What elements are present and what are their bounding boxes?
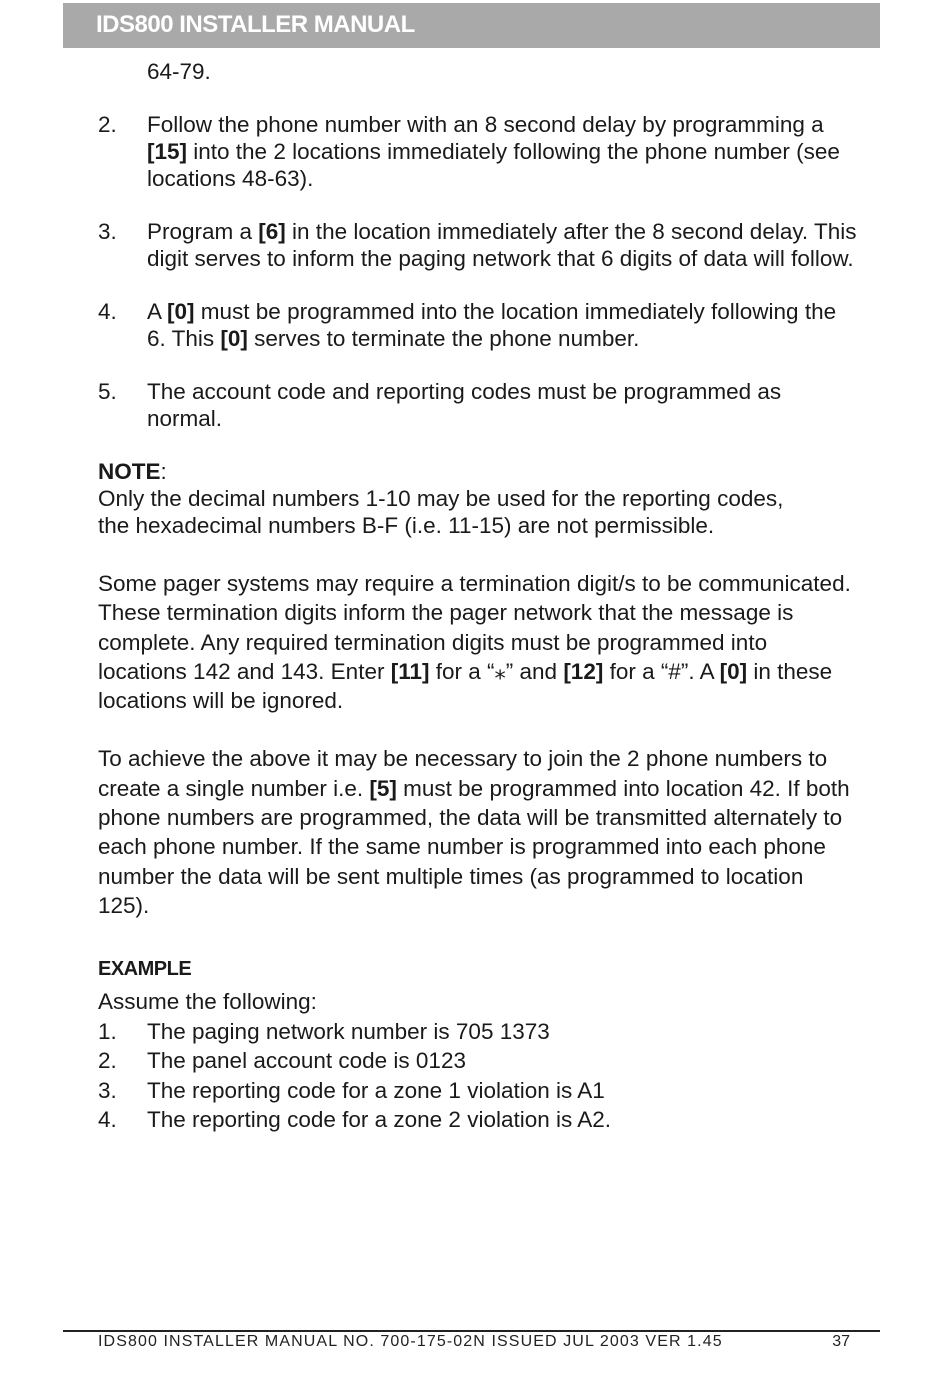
text-run: Program a	[147, 219, 259, 244]
text-run: Some pager systems may require a termination digit/s to be communicated. These termination digits inform the pager network that the message is complete. Any required termination digits must be programmed into locations 142 and 143. Enter	[98, 571, 851, 684]
page-header-bar	[63, 3, 880, 48]
step-item	[98, 218, 858, 272]
page-content	[98, 58, 858, 1135]
example-list	[98, 1017, 858, 1135]
step-number: 5.	[98, 379, 117, 404]
step-item	[98, 378, 858, 432]
bold-value: [5]	[369, 775, 397, 801]
bold-value: [0]	[719, 658, 748, 684]
example-item	[98, 1105, 858, 1135]
step-item	[98, 111, 858, 192]
termination-paragraph	[98, 569, 858, 715]
numbered-steps	[98, 111, 858, 432]
bold-value: [12]	[563, 658, 604, 684]
example-item-text: The paging network number is 705 1373	[147, 1018, 550, 1044]
example-item-number: 1.	[98, 1018, 117, 1044]
bold-value: [15]	[147, 139, 188, 164]
example-item-text: The reporting code for a zone 1 violation is A1	[147, 1077, 605, 1103]
note-line-1: Only the decimal numbers 1-10 may be used for the reporting codes,	[98, 486, 784, 511]
example-item-text: The panel account code is 0123	[147, 1048, 466, 1074]
text-run: in the location immediately after the 8 second delay. This digit serves to inform the paging network that 6 digits of data will follow.	[147, 219, 857, 271]
step-item	[98, 298, 858, 352]
bold-value: [0]	[167, 299, 195, 324]
example-item-number: 3.	[98, 1077, 117, 1103]
note-block	[98, 458, 858, 539]
example-item	[98, 1046, 858, 1076]
page-footer	[98, 1333, 850, 1351]
text-run: must be programmed into location 42. If both phone numbers are programmed, the data will be transmitted alternately to each phone number. If the same number is programmed into each phone number the data will be sent multiple times (as programmed to location 125).	[98, 775, 850, 918]
step-number: 3.	[98, 219, 117, 244]
footer-text: IDS800 INSTALLER MANUAL NO. 700-175-02N ISSUED JUL 2003 VER 1.45	[98, 1333, 723, 1350]
note-line-2: the hexadecimal numbers B-F (i.e. 11-15) are not permissible.	[98, 513, 715, 538]
join-numbers-paragraph	[98, 744, 858, 920]
header-title: IDS800 INSTALLER MANUAL	[96, 11, 415, 38]
note-colon: :	[160, 459, 167, 484]
text-run: for a “#”. A	[603, 658, 720, 684]
step-text	[147, 299, 836, 351]
text-run: into the 2 locations immediately following the phone number (see locations 48-63).	[147, 139, 840, 191]
text-run: for a “⁎” and	[429, 658, 564, 684]
step-number: 2.	[98, 112, 117, 137]
step-text	[147, 112, 840, 191]
example-item-number: 4.	[98, 1107, 117, 1133]
text-run: To achieve the above it may be necessary to join the 2 phone numbers to create a single number i.e.	[98, 746, 828, 801]
footer-rule	[63, 1330, 880, 1332]
text-run: in these locations will be ignored.	[98, 658, 833, 714]
example-item-number: 2.	[98, 1048, 117, 1074]
example-heading: EXAMPLE	[98, 958, 192, 981]
text-run: must be programmed into the location immediately following the 6. This	[147, 299, 837, 351]
example-item	[98, 1076, 858, 1106]
example-block	[98, 956, 858, 1135]
note-label: NOTE	[98, 459, 161, 484]
bold-value: [6]	[258, 219, 286, 244]
continued-text: 64-79.	[147, 59, 211, 84]
example-item-text: The reporting code for a zone 2 violation is A2.	[147, 1107, 612, 1133]
text-run: A	[147, 299, 168, 324]
text-run: serves to terminate the phone number.	[247, 326, 640, 351]
example-item	[98, 1017, 858, 1047]
text-run: The account code and reporting codes must be programmed as normal.	[147, 379, 782, 431]
step-text	[147, 379, 781, 431]
step-text	[147, 219, 857, 271]
bold-value: [11]	[390, 658, 430, 684]
bold-value: [0]	[220, 326, 248, 351]
page-number: 37	[832, 1333, 850, 1350]
text-run: Follow the phone number with an 8 second delay by programming a	[147, 112, 824, 137]
example-intro: Assume the following:	[98, 989, 317, 1015]
step-number: 4.	[98, 299, 117, 324]
